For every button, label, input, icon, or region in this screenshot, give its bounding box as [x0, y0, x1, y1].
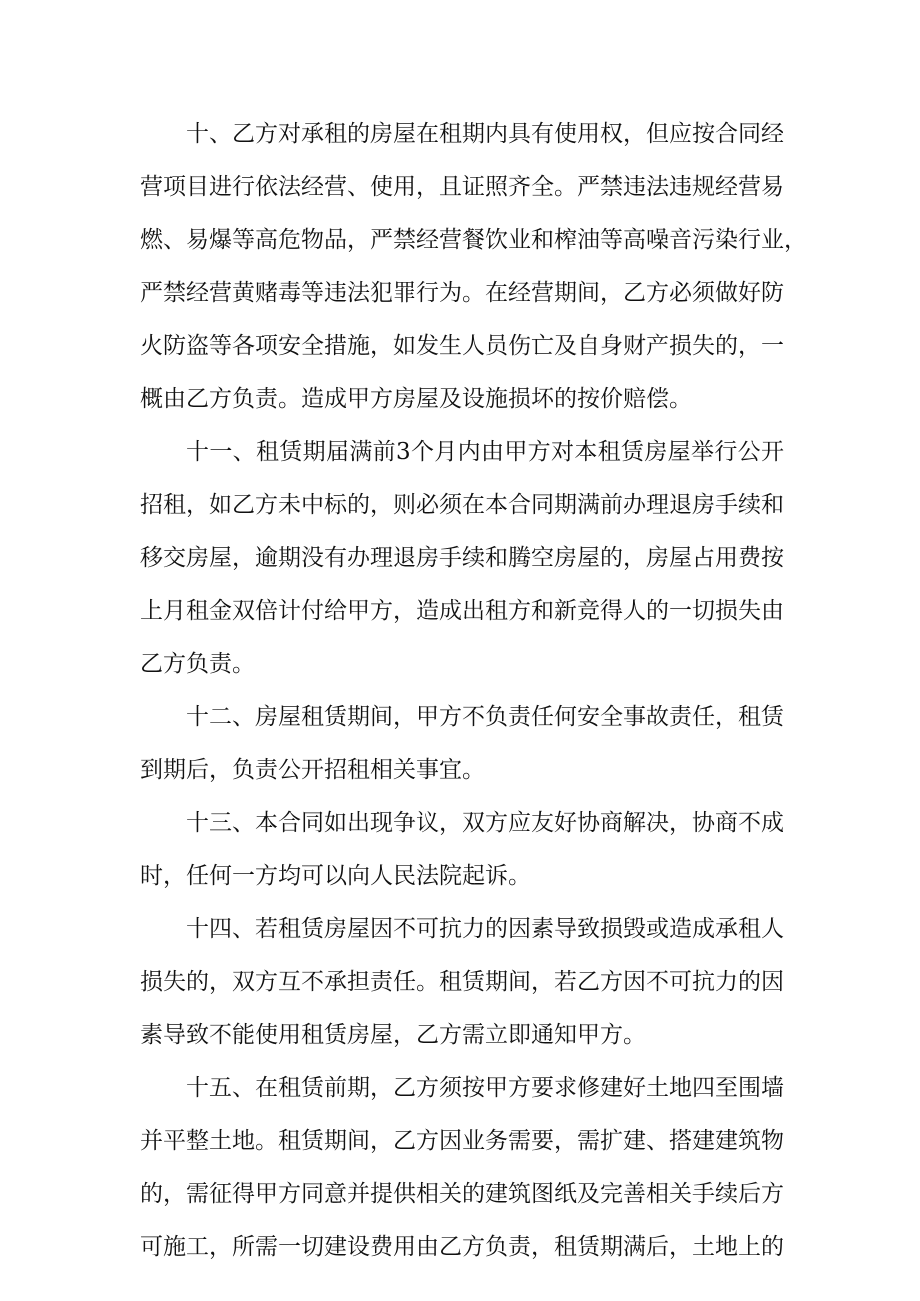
text-line: 时，任何一方均可以向人民法院起诉。: [140, 863, 531, 889]
text-line: 并平整土地。租赁期间，乙方因业务需要，需扩建、搭建建筑物: [140, 1128, 784, 1154]
text-line: 到期后，负责公开招租相关事宜。: [140, 757, 485, 783]
text-line: 十五、在租赁前期，乙方须按甲方要求修建好土地四至围墙: [186, 1075, 784, 1101]
text-line: 严禁经营黄赌毒等违法犯罪行为。在经营期间，乙方必须做好防: [140, 280, 784, 306]
text-line: 的，需征得甲方同意并提供相关的建筑图纸及完善相关手续后方: [140, 1181, 784, 1207]
text-line: 上月租金双倍计付给甲方，造成出租方和新竞得人的一切损失由: [140, 598, 784, 624]
document-page: [140, 108, 807, 1274]
text-line: 营项目进行依法经营、使用，且证照齐全。严禁违法违规经营易: [140, 174, 784, 200]
text-line: 燃、易爆等高危物品，严禁经营餐饮业和榨油等高噪音污染行业，: [140, 227, 807, 253]
text-line: 招租，如乙方未中标的，则必须在本合同期满前办理退房手续和: [140, 492, 784, 518]
text-line: 损失的，双方互不承担责任。租赁期间，若乙方因不可抗力的因: [140, 969, 784, 995]
clause-12: [140, 691, 784, 797]
text-line: 可施工，所需一切建设费用由乙方负责，租赁期满后，土地上的: [140, 1234, 784, 1260]
text-line: 概由乙方负责。造成甲方房屋及设施损坏的按价赔偿。: [140, 386, 692, 412]
text-line: 十四、若租赁房屋因不可抗力的因素导致损毁或造成承租人: [186, 916, 784, 942]
clause-13: [140, 797, 784, 903]
clause-10: [140, 108, 807, 426]
clause-14: [140, 903, 784, 1062]
text-line: 十三、本合同如出现争议，双方应友好协商解决，协商不成: [186, 810, 784, 836]
text-line: 素导致不能使用租赁房屋，乙方需立即通知甲方。: [140, 1022, 646, 1048]
text-line: 十一、租赁期届满前3个月内由甲方对本租赁房屋举行公开: [186, 439, 784, 465]
text-line: 十、乙方对承租的房屋在租期内具有使用权，但应按合同经: [186, 121, 784, 147]
text-line: 乙方负责。: [140, 651, 255, 677]
clause-11: [140, 426, 784, 691]
clause-15: [140, 1062, 784, 1274]
text-line: 火防盗等各项安全措施，如发生人员伤亡及自身财产损失的，一: [140, 333, 784, 359]
text-line: 移交房屋，逾期没有办理退房手续和腾空房屋的，房屋占用费按: [140, 545, 784, 571]
text-line: 十二、房屋租赁期间，甲方不负责任何安全事故责任，租赁: [186, 704, 784, 730]
